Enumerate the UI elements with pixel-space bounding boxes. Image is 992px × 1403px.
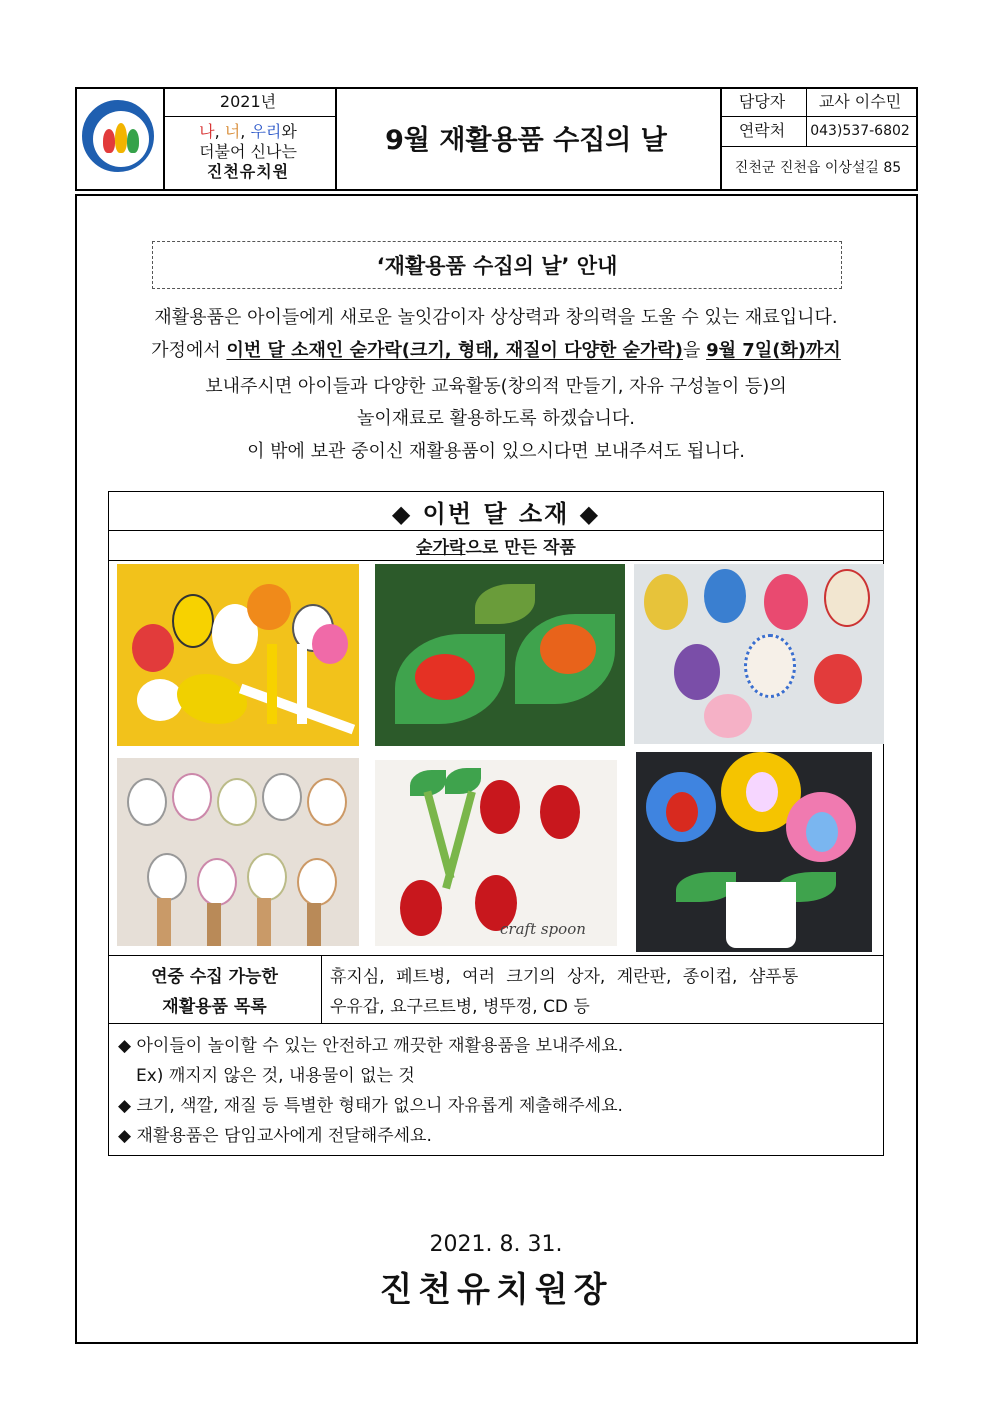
recycle-list-line2: 우유갑, 요구르트병, 병뚜껑, CD 등	[330, 997, 590, 1017]
year-label: 2021년	[219, 92, 277, 111]
slogan-word-neo: 너	[224, 122, 241, 141]
slogan-word-uri: 우리	[250, 122, 282, 141]
slogan-word-wa: 와	[281, 122, 297, 141]
contact-person-label: 담당자	[738, 92, 786, 111]
notice-line5: 이 밖에 보관 중이신 재활용품이 있으시다면 보내주셔도 됩니다.	[247, 441, 745, 462]
craft-spoon-text: craft spoon	[500, 920, 586, 938]
school-name: 진천유치원	[206, 162, 290, 181]
note-item: ◆ 크기, 색깔, 재질 등 특별한 형태가 없으니 자유롭게 제출해주세요.	[118, 1096, 623, 1116]
works-caption	[108, 533, 884, 558]
notice-line2	[90, 340, 902, 362]
photo-ladybug-spoons	[375, 564, 625, 746]
works-caption-spoon: 숟가락	[416, 538, 466, 558]
slogan-line1: 나, 너, 우리와	[199, 122, 297, 141]
note-item: ◆ 아이들이 놀이할 수 있는 안전하고 깨끗한 재활용품을 보내주세요.	[118, 1036, 624, 1056]
note-item: ◆ 재활용품은 담임교사에게 전달해주세요.	[118, 1126, 432, 1146]
works-caption-rest: 으로 만든 작품	[465, 538, 576, 558]
photo-animal-spoons	[117, 564, 359, 746]
notice-material-highlight: 이번 달 소재인 숟가락(크기, 형태, 재질이 다양한 숟가락)	[226, 340, 683, 361]
materials-section-title: ◆ 이번 달 소재 ◆	[391, 500, 601, 528]
notice-line4: 놀이재료로 활용하도록 하겠습니다.	[357, 408, 635, 429]
recycle-list-line1: 휴지심, 페트병, 여러 크기의 상자, 계란판, 종이컵, 샴푸통	[330, 967, 799, 987]
notice-deadline: 9월 7일(화)까지	[706, 340, 841, 361]
slogan-word-na: 나	[199, 122, 215, 141]
phone-value: 043)537-6802	[810, 123, 910, 139]
notice-line2-prefix: 가정에서	[151, 340, 227, 361]
note-item: Ex) 깨지지 않은 것, 내용물이 없는 것	[136, 1066, 415, 1086]
phone-label: 연락처	[738, 121, 786, 140]
photo-flower-spoons	[636, 752, 872, 952]
slogan-line2: 더불어 신나는	[199, 142, 297, 161]
notes-list	[118, 1031, 878, 1151]
notice-line3: 보내주시면 아이들과 다양한 교육활동(창의적 만들기, 자유 구성놀이 등)의	[205, 376, 787, 397]
address-value: 진천군 진천읍 이상설길 85	[734, 160, 902, 176]
photo-egg-spoons	[634, 564, 884, 744]
school-logo	[82, 100, 154, 172]
recycle-list-label-line1: 연중 수집 가능한	[151, 967, 278, 987]
signature: 진천유치원장	[379, 1270, 613, 1310]
recycle-list-value	[330, 962, 880, 1022]
photo-cherry-spoons	[375, 760, 617, 946]
issue-date: 2021. 8. 31.	[429, 1232, 563, 1257]
notice-title: ‘재활용품 수집의 날’ 안내	[152, 241, 842, 289]
page-title: 9월 재활용품 수집의 날	[385, 125, 667, 156]
recycle-list-label	[108, 962, 321, 1022]
notice-line1: 재활용품은 아이들에게 새로운 놀잇감이자 상상력과 창의력을 도울 수 있는 재료입니다.	[154, 307, 838, 328]
notice-line2-mid: 을	[682, 340, 707, 361]
contact-person-value: 교사 이수민	[818, 92, 902, 111]
photo-wooden-dolls	[117, 758, 359, 946]
recycle-list-label-line2: 재활용품 목록	[162, 997, 267, 1017]
